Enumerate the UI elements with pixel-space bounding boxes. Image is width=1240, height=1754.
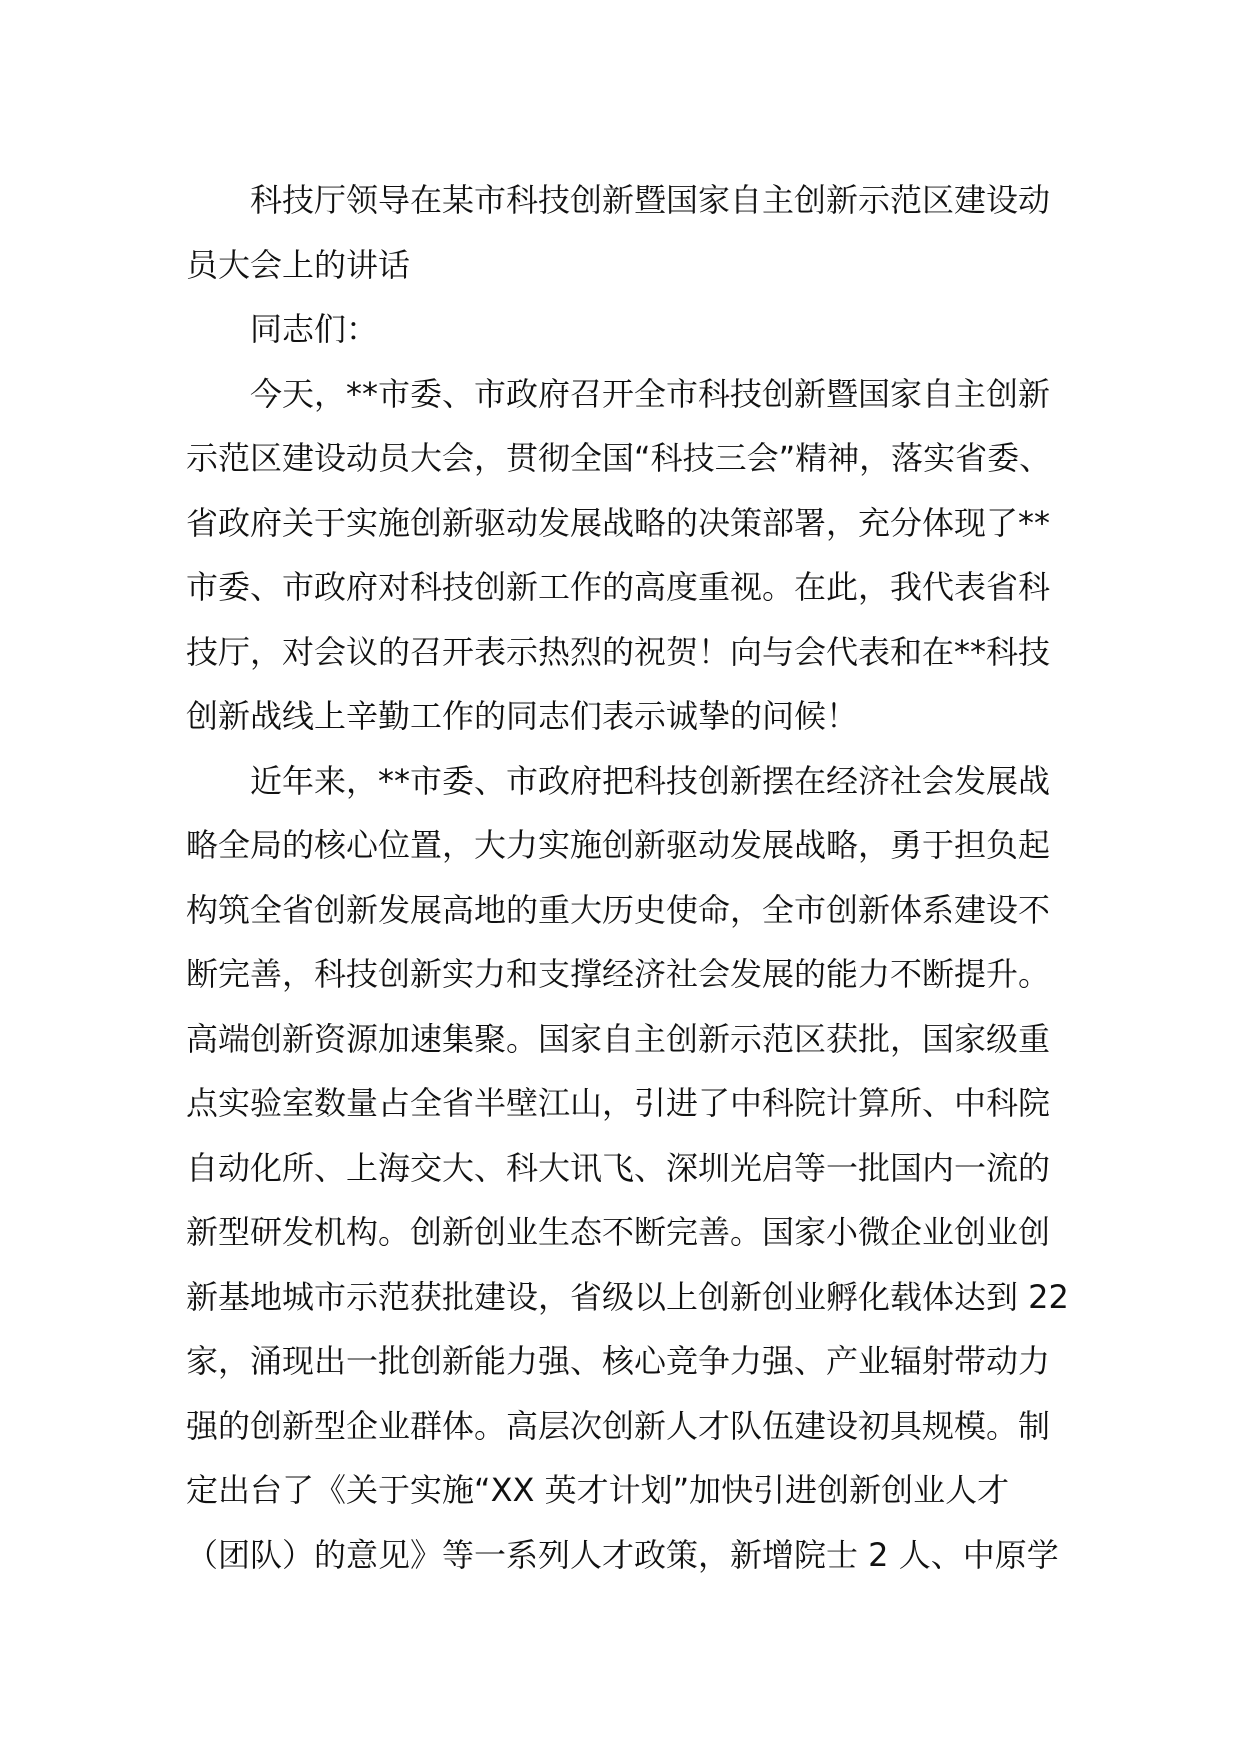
salutation-text: 同志们： xyxy=(250,310,379,348)
paragraph-line: 构筑全省创新发展高地的重大历史使命，全市创新体系建设不 xyxy=(186,890,1051,929)
paragraph-line: 断完善，科技创新实力和支撑经济社会发展的能力不断提升。 xyxy=(186,955,1051,993)
paragraph-line: 点实验室数量占全省半壁江山，引进了中科院计算所、中科院 xyxy=(186,1084,1051,1122)
document-body xyxy=(186,168,1069,1587)
salutation xyxy=(186,297,1066,362)
paragraph-line: 近年来，**市委、市政府把科技创新摆在经济社会发展战 xyxy=(250,761,1051,800)
paragraph-line: 自动化所、上海交大、科大讯飞、深圳光启等一批国内一流的 xyxy=(186,1148,1051,1187)
paragraph-line: 今天，**市委、市政府召开全市科技创新暨国家自主创新 xyxy=(250,374,1051,413)
paragraph-line: 市委、市政府对科技创新工作的高度重视。在此，我代表省科 xyxy=(186,568,1051,606)
paragraph-line: 定出台了《关于实施“XX 英才计划”加快引进创新创业人才 xyxy=(186,1471,1010,1509)
paragraph-line: 新型研发机构。创新创业生态不断完善。国家小微企业创业创 xyxy=(186,1213,1051,1251)
paragraph-line: 强的创新型企业群体。高层次创新人才队伍建设初具规模。制 xyxy=(186,1406,1051,1445)
paragraph-line: （团队）的意见》等一系列人才政策，新增院士 2 人、中原学 xyxy=(186,1535,1059,1574)
paragraph-line: 创新战线上辛勤工作的同志们表示诚挚的问候！ xyxy=(186,697,859,735)
paragraph-1 xyxy=(186,362,1066,749)
paragraph-2 xyxy=(186,749,1069,1588)
title-line: 员大会上的讲话 xyxy=(186,245,411,284)
title-line: 科技厅领导在某市科技创新暨国家自主创新示范区建设动 xyxy=(250,181,1051,219)
paragraph-line: 略全局的核心位置，大力实施创新驱动发展战略，勇于担负起 xyxy=(186,826,1051,864)
paragraph-line: 技厅，对会议的召开表示热烈的祝贺！向与会代表和在**科技 xyxy=(186,632,1051,671)
paragraph-line: 省政府关于实施创新驱动发展战略的决策部署，充分体现了** xyxy=(186,503,1051,542)
paragraph-line: 家，涌现出一批创新能力强、核心竞争力强、产业辐射带动力 xyxy=(186,1342,1051,1380)
paragraph-line: 示范区建设动员大会，贯彻全国“科技三会”精神，落实省委、 xyxy=(186,439,1052,477)
paragraph-line: 高端创新资源加速集聚。国家自主创新示范区获批，国家级重 xyxy=(186,1019,1051,1058)
document-title xyxy=(186,168,1066,297)
paragraph-line: 新基地城市示范获批建设，省级以上创新创业孵化载体达到 22 xyxy=(186,1277,1069,1316)
